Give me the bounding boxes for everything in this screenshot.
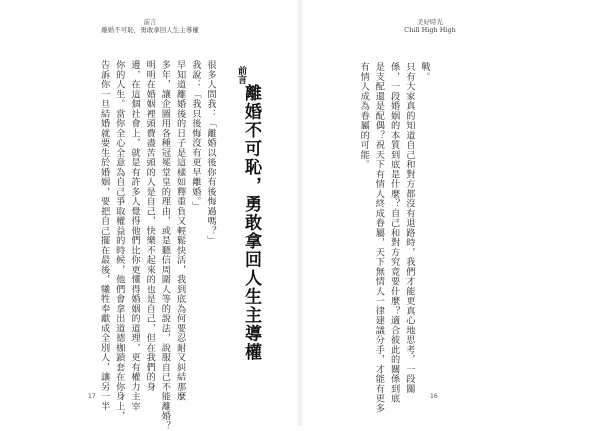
left-page-number: 17 [88, 393, 96, 400]
right-running-header [360, 18, 500, 34]
right-header-line1: 美好時光 [417, 18, 443, 26]
section-label: 前言 [236, 66, 246, 84]
left-running-header [80, 18, 220, 34]
right-page [300, 0, 600, 426]
left-header-line1: 前言 [143, 18, 157, 26]
left-body-text: 很多人問我：「離婚以後你有後悔過嗎？」 我說：「我只後悔沒有更早離婚。」 早知道離婚後的日子是這樣如釋重負又輕鬆快活，我到底為何要忍耐又糾結那麼 多年，讓企圖用各種冠冕堂皇的理由，或是聽信周圍人等的說法，說服自己不能離婚？ 明明在婚姻裡頭費盡苦頭的人是自己，快樂不起來的也是自己，但在我們的身 邊，在這個社會上，就是有許多人覺得他們比你更懂得婚姻的道理，更有權力主宰 你的人生。當你全心全意為自己爭取權益的時候，他們會拿出道德枷鎖套在你身上， 告訴你一旦結婚就要生於婚姻，要把自己擺在最後，犧牲奉獻成全別人，讓另一半 [98, 60, 216, 431]
right-body-text: 戰。 只有大家真的知道自己和對方都沒有退路時，我們才能更真心地思考，一段關 係，一段婚姻的本質到底是什麼？自己和對方究竟要什麼？適合彼此的關係到底 是支配還是配偶？祝天下有情人終成眷屬，天下無情人一律建議分手，才能有更多 有情人成為眷屬的可能。 [358, 62, 430, 413]
chapter-title: 離婚不可恥，勇敢拿回人生主導權 [241, 84, 261, 362]
left-header-line2: 離婚不可恥，勇敢拿回人生主導權 [101, 26, 199, 34]
right-page-number: 16 [430, 393, 438, 400]
right-header-line2: Chill High High [404, 26, 456, 34]
